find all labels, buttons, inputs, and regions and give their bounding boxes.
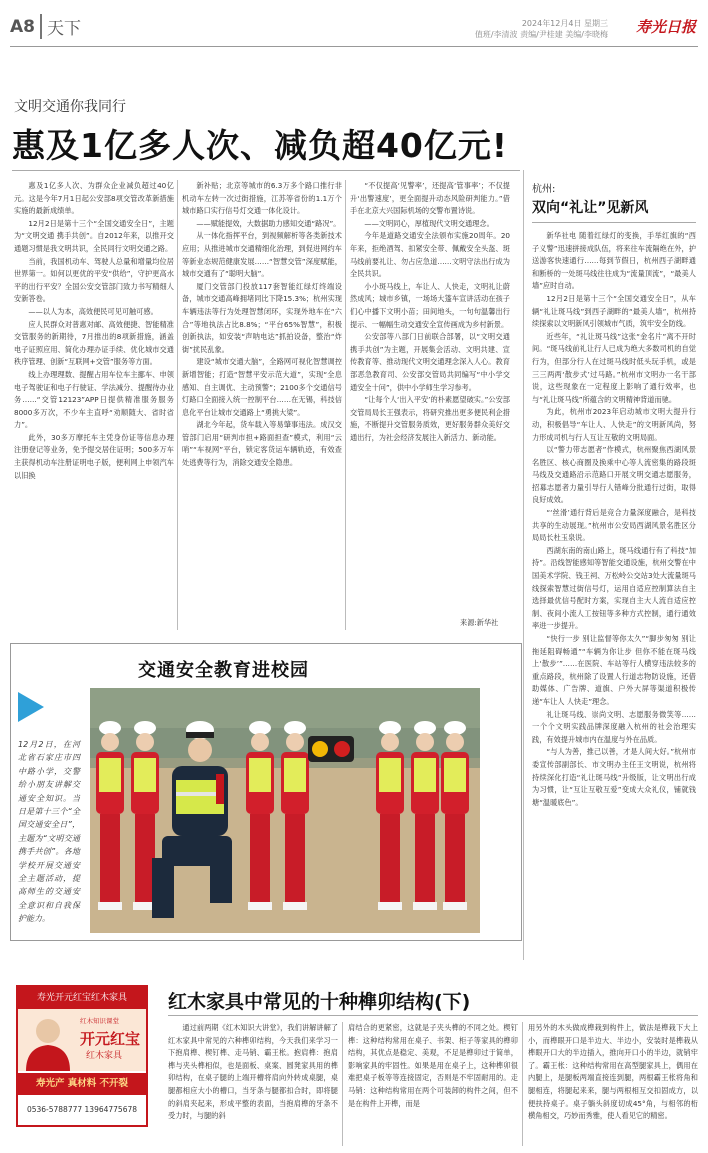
photo-police-teaching-children [90, 688, 480, 933]
paragraph: “快行一步 别让监督等你太久”“脚步匆匆 别让拖延阻碍畅通”“车辆为你让步 但你不能在斑马线上‘散步’”……在医院、车站等行人横穿违法较多的重点路段，杭州除了设置人行道志物防设施，还借助媒体、广告牌、道旗、户外大屏等渠道积极传递“车让人 人快走”理念。 [532, 634, 696, 706]
photo-illustration [90, 688, 480, 933]
column-divider [345, 180, 346, 630]
paragraph: “让每个人‘出入平安’的朴素愿望破实。”公安部交管局局长王强表示，将研究推出更多便民利企措施，不断提升交管服务质效，更好服务群众美好交通出行，为社会经济发展注入新活力、新动能。 [350, 395, 510, 442]
ad-header: 寿光开元红宝红木家具 [18, 987, 146, 1009]
wood-column-1 [168, 1022, 338, 1146]
paragraph: 厦门交管部门投放117套智能红绿灯终端设备，城市交通高峰拥堵同比下降15.3%；杭州实现车辆违法等行为处理智慧闭环，实现外地车在“六合”等地执法占比8.8%；“平台65%智慧”，积极创新执法，如安装“声呐电达”抓拍设备，整治“炸街”扰民乱象。 [182, 281, 342, 354]
article-column-2 [182, 180, 342, 630]
wood-column-3 [528, 1022, 698, 1146]
paragraph: 小小斑马线上，车让人、人快走，文明礼让蔚然成风；城市乡镇，一场场大篷车宣讲活动在孩子们心中播下文明小苗；田间地头，一句句温馨出行提示、一幅幅生动交通安全宣传画成为乡村新景。 [350, 281, 510, 329]
paragraph: 新补贴；北京等城市的6.3万多个路口推行非机动车左转一次过街措施，江苏等省份的1.1万个城市路口实行信号灯交通一体化设计。 [182, 181, 342, 216]
person-icon [18, 1009, 78, 1071]
paragraph: ——赋能提效，大数据助力感知交通“路况”。 [196, 218, 341, 228]
header-rule [10, 46, 698, 47]
paragraph: 通过前两期《红木知识大讲堂》，我们讲解讲解了红木家具中常见的六种榫卯结构，今天我们来学习一下抱肩榫、楔钉榫、走马销、霸王枨。抱肩榫：抱肩榫与夹头榫相似，也是面板、桌案、圆凳家具用的榫卯结构，在桌子腿的上端开槽将肩向外转成桌腿，桌腿都相应大小的槽口，当牙条与腿都扣合时，即将腿的斜肩夹起来，形成平整的表面，当抱肩榫的牙条不受力时，与腿的斜 [168, 1023, 338, 1121]
ad-slogan: 寿光产 真材料 不开裂 [18, 1073, 146, 1095]
column-divider [522, 1022, 523, 1146]
wood-column-2 [348, 1022, 518, 1146]
paragraph: “与人为善，推己以善，才是人间大好。”杭州市委宣传部副部长、市文明办主任王文明说，杭州将持续深化打造“礼让斑马线”升级版，让文明出行成为习惯，让“互让互敬互爱”变成大众礼仪，铺就钱塘“温暖底色”。 [532, 747, 696, 807]
page-number: A8 [10, 16, 35, 37]
issue-date: 2024年12月4日 星期三 [521, 19, 608, 28]
ad-subtitle: 红木家具 [86, 1051, 123, 1061]
paragraph: 公安部等八部门日前联合部署，以“文明交通 携手共创”为主题，开展集会活动、文明共建、宣传教育等、推动现代文明交通理念深入人心。教育部恶急教育司、公安部交管局共同编写“中小学交通安全十问”，供中小学师生学习参考。 [350, 332, 510, 392]
headline-rule [12, 170, 520, 171]
photo-feature-title: 交通安全教育进校园 [138, 660, 309, 681]
ad-brand: 开元红宝 [80, 1030, 141, 1048]
paragraph: 西湖东南的南山路上，斑马线通行有了科技“加持”。沿线智能感知等智能交通设施，杭州交警在中国美术学院、钱王祠、万松岭公交站3处大流量斑马线探索智慧过街信号灯，运用自适应控制算法自主选择最优信号配时方案，实现自主大人流自适应控制、夜间小流人工按钮等多种方式控制，通行通效率进一步提升。 [532, 545, 696, 631]
paragraph: 肩结合的更紧密，这就是子夹头榫的不同之处。楔钉榫：这种结构常用在桌子、书架、柜子等家具的榫卯结构，其优点是稳定、美观，不足是榫卯过于简单，影响家具的牢固性。如果是用在桌子上，这种榫卯很难把桌子板等等连接固定，否则是不牢固耐用的。走马销：这种结构常用在两个可装卸的构件之间，但不是在构件上开榫，而是 [348, 1023, 518, 1108]
column-divider [342, 1022, 343, 1146]
side-article-body [532, 230, 696, 952]
page-header-left [10, 14, 81, 39]
play-arrow-icon [18, 692, 44, 722]
paragraph: 以“警力带志愿者”作模式，杭州聚焦西湖风景名胜区、核心商圈及换乘中心等人流密集的路段斑马线及交通路沿示范路口开展文明交通志愿服务，招募志愿者力量引导行人错峰分批通行过街，取得良好成效。 [532, 445, 696, 505]
wood-article-title: 红木家具中常见的十种榫卯结构(下) [168, 991, 471, 1013]
paragraph: 湖北今年起，货车载入等易肇事违法。成汉交管部门启用“研判市担+路面担查”模式，利用“云哨”“车视网”平台，锁定客货运车辆轨迹，有效查处逃费等行为，消除交通安全隐患。 [182, 420, 342, 468]
article-kicker: 文明交通你我同行 [14, 99, 126, 115]
wood-title-rule [168, 1015, 698, 1016]
paragraph: 近些年，“礼让斑马线”这张“金名片”离不开时间。“斑马线前礼让行人已成为绝大多数司机的自觉行为，但部分行人在过斑马线时低头玩手机，或是三三两两‘散步式’过马路。”杭州市文明办一名干部说，这些现象在一定程度上影响了通行效率，也与“礼让斑马线”所蕴含的文明精神背道而驰。 [532, 331, 696, 404]
ad-tagline: 红木知识课堂 [80, 1017, 119, 1025]
paragraph: 12月2日是第十三个“全国交通安全日”，从车辆“礼让斑马线”到西子湖畔的“最美人墙”，杭州持续探索以文明新风引领城市气质，筑牢安全防线。 [532, 293, 696, 329]
article-source: 来源:新华社 [460, 618, 499, 627]
paragraph: “不仅提高‘见警率’，还提高‘管事率’；不仅提升‘出警速度’，更全面提升动态风险研判能力。”借手在北京大兴国际机场的交警布置诗说。 [350, 181, 510, 216]
ad-phone: 0536-5788777 13964775678 [26, 1105, 138, 1114]
paragraph: 此外，30多万摩托车主凭身份证等信息办理注册登记等业务，免予提交居住证明；500多万车主获得机动车注册证明电子版，便利网上申领汽车以旧换 [14, 432, 174, 480]
article-headline: 惠及1亿多人次、减负超40亿元! [12, 126, 508, 165]
paragraph: “‘丝滑’通行背后是竞合力量深度融合，是科技共享的生动展现。”杭州市公安局西湖风景名胜区分局局长杜玉泉说。 [532, 508, 696, 543]
column-divider [177, 180, 178, 630]
article-column-1 [14, 180, 174, 630]
paragraph: 为此，杭州市2023年启动城市文明大提升行动，积极倡导“车让人、人快走”的文明新风尚，努力形成司机与行人互让互敬的文明局面。 [532, 407, 696, 442]
editor-credits: 值班/李清波 责编/尹桂建 美编/李晓梅 [474, 30, 608, 39]
paragraph: 用另外的木头做成榫栽到构件上，做法是榫栽下大上小，而榫眼开口是半边大、半边小，安装时是榫栽从榫眼开口大的半边插入，推向开口小的半边，就销牢了。霸王枨：这种结构常用在高型腿家具上，偶用在内腿上，是腿板两端直接连到腿，两根霸王枨将角和腿相连，将腿起来来，腿与两根相互交扣固成方，以便扶持桌子。桌子躺头斜度切成45°角，与相邻的桁横角相交，巧妙而秀雅，使人看见它的精密。 [528, 1023, 698, 1121]
side-article-title: 双向“礼让”见新风 [532, 200, 649, 216]
page-header-right [475, 18, 608, 40]
paragraph: 礼让斑马线、崇尚文明、志愿服务微笑等……一个个文明实践品牌深度融入杭州的社会治理实践，有效提升城市内在温度与外在品质。 [532, 709, 696, 744]
section-name: 天下 [40, 14, 81, 39]
paragraph: 新华社电 随着红绿灯的变换，手举红旗的“西子义警”迅速拼接成队伍，将来往车流隔绝在外，护送游客快速通行……每到节假日，杭州西子湖畔通和断桥的一处斑马线往往成为“流量顶流”，“最美人墙”应时自动。 [532, 231, 696, 291]
paragraph: 线上办理理数、提醒占用车位车主挪车、申领电子驾驶证和电子行驶证、学法减分、提醒待办业务……“交管12123”APP日提供精准服务服务8000多万次，不少车主直呼“劝顺随大、省时省力”。 [14, 369, 174, 430]
paragraph: 建设“城市交通大脑”，全路网可视化智慧调控新增智能；打造“智慧平安示范大道”，实现“全息感知、自主调优、主动预警”；2100多个交通信号灯路口全面接入统一控制平台……在无锡，科技信息化平台让城市交通路上“勇挑大梁”。 [182, 357, 342, 417]
newspaper-logo: 寿光日报 [635, 18, 696, 36]
paragraph: 惠及1亿多人次、为群众企业减负超过40亿元。这是今年7月1日起公安部8项交管改革新措施实施的最新成绩单。 [14, 181, 174, 216]
side-article-dateline: 杭州: [532, 184, 556, 195]
paragraph: ——文明同心，厚植现代文明交通理念。 [364, 218, 494, 228]
paragraph: 今年是道路交通安全法颁布实施20周年。20年来，拒绝酒驾、扣紧安全带、佩戴安全头盔、斑马线前要礼让、勿占应急道……文明守法出行成为全民共识。 [350, 231, 510, 279]
photo-caption: 12月2日，在河北省石家庄市四中路小学，交警给小朋友讲解交通安全知识。当日是第十三个“全国交通安全日”，主题为“文明交通 携手共创”。各地学校开展交通安全主题活动，提高师生的交通安全意识和自我保护能力。 [18, 740, 80, 924]
paragraph: 12月2日是第十三个“全国交通安全日”，主题为“文明交通 携手共创”。自2012年来，以推开交通题习惯是我文明共识，全民同行文明交通之路。 [14, 218, 174, 253]
side-title-rule [532, 222, 696, 223]
section-divider [523, 170, 524, 960]
paragraph: 从一体化指挥平台，到视频解析等各类新技术应用；从推进城市交通精细化治理，到促进网约车等新业态规范健康发展……“智慧交管”深度赋能，城市交通有了“聪明大脑”。 [182, 231, 342, 279]
paragraph: 应人民群众对普惠对邮、高效便捷、智能精准交管服务的新期待，7月推出的8项新措施，涵盖电子证照应用、简化办理办证手续、优化城市交通秩序管理、创新“互联网+交管”服务等方面。 [14, 319, 174, 367]
article-column-3 [350, 180, 510, 605]
paragraph: 当前，我国机动车、驾驶人总量和增量均位居世界第一。如何以更优的平安“供给”，守护更高水平的出行平安？全国公安交管部门致力书写精细人安新答卷。 [14, 256, 174, 304]
paragraph: ——以人为本，高效便民可见可触可感。 [28, 306, 158, 316]
